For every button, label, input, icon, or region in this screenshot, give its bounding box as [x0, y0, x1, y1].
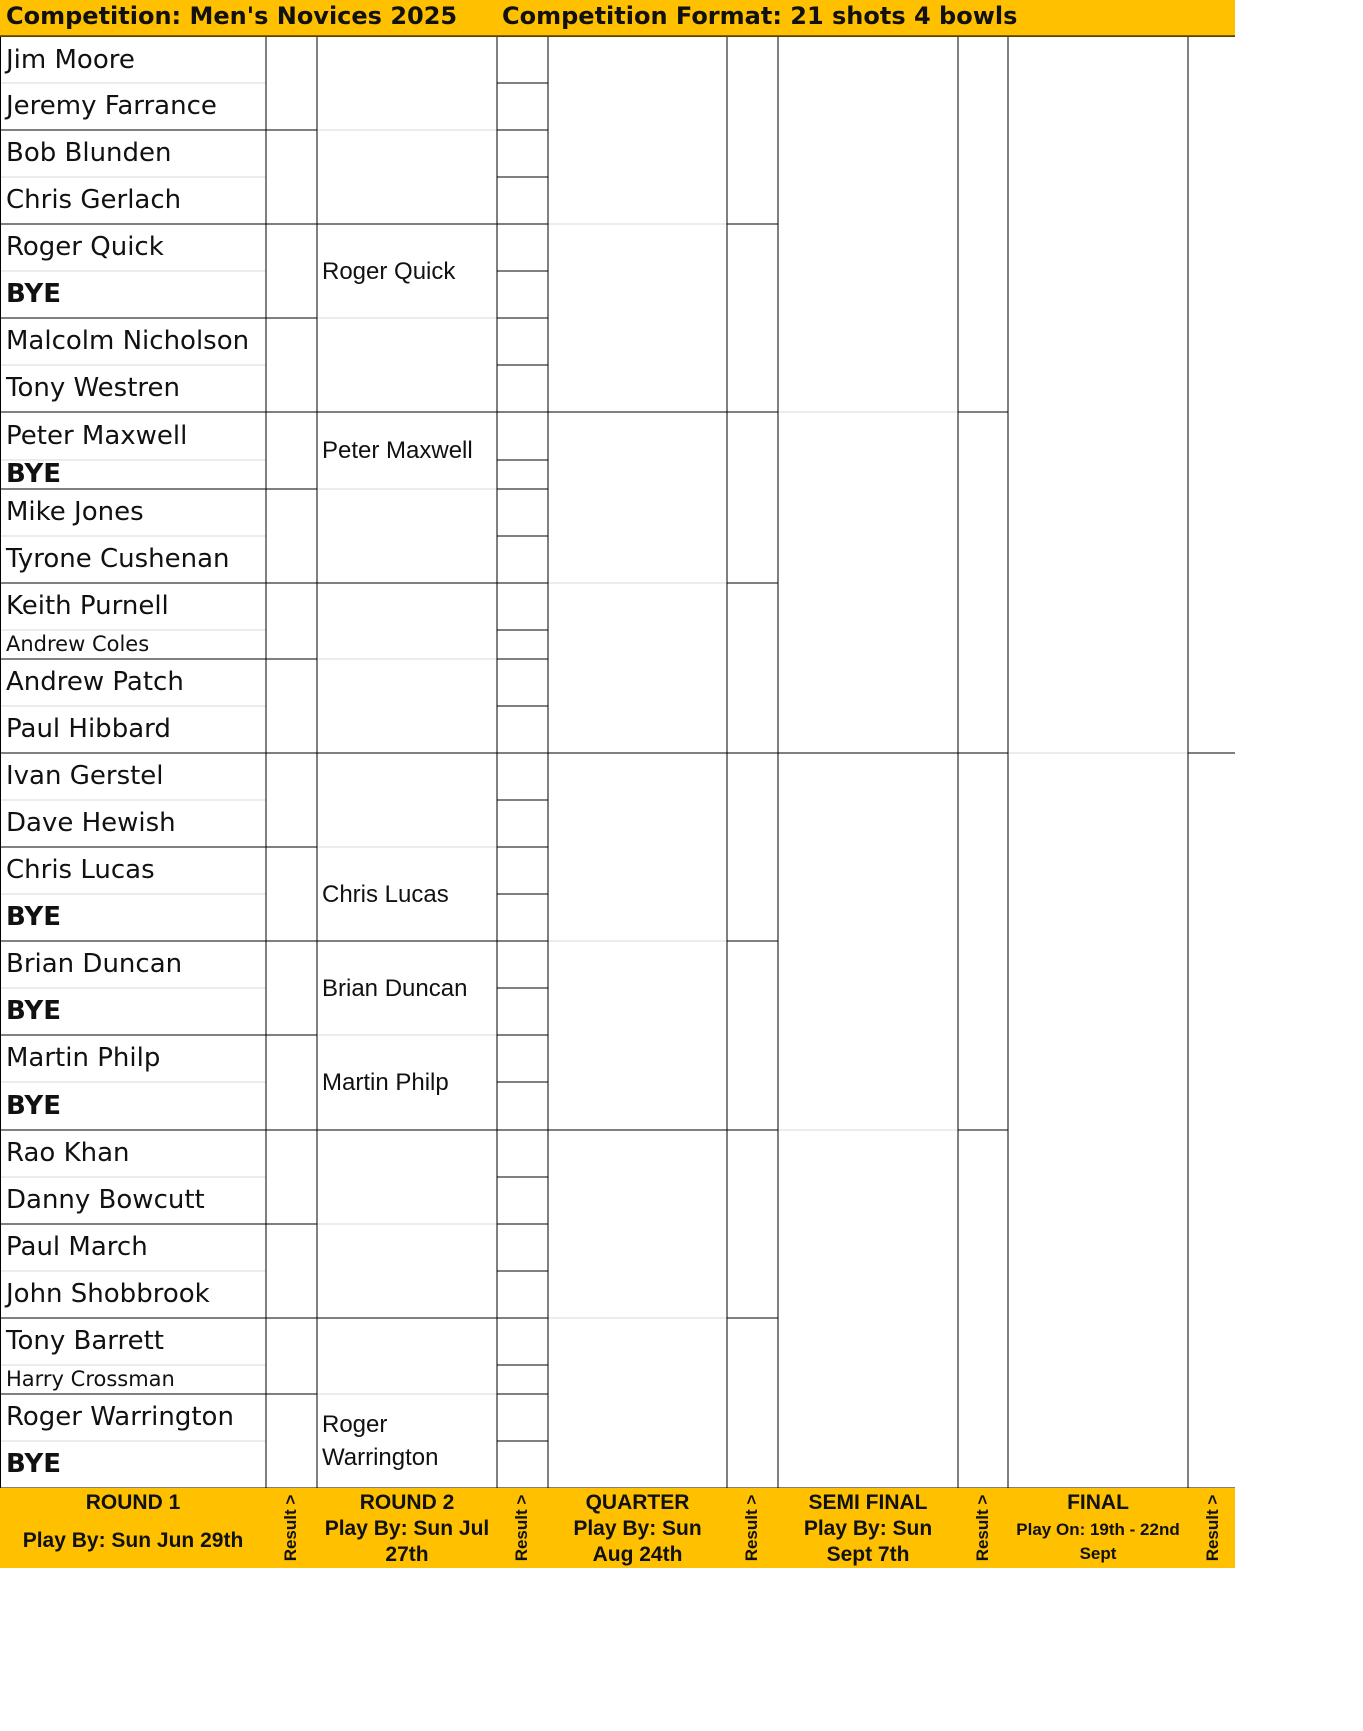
quarter-date: Play By: Sun Aug 24th	[573, 1517, 702, 1566]
competition-format: Competition Format: 21 shots 4 bowls	[502, 2, 1018, 30]
round1-date: Play By: Sun Jun 29th	[22, 1529, 244, 1552]
round1-player: BYE	[6, 902, 61, 932]
result-label-2: Result >	[512, 1494, 531, 1562]
round2-footer	[317, 1488, 497, 1568]
final-date: Play On: 19th - 22nd Sept	[1016, 1520, 1180, 1563]
round1-player: BYE	[6, 460, 61, 489]
competition-title: Competition: Men's Novices 2025	[6, 2, 458, 30]
round2-player	[317, 37, 497, 130]
round1-player: Dave Hewish	[6, 808, 176, 838]
semi-date: Play By: Sun Sept 7th	[803, 1517, 933, 1566]
round1-player: Peter Maxwell	[6, 421, 188, 451]
round1-player: Ivan Gerstel	[6, 761, 164, 791]
final-title: FINAL	[1067, 1491, 1129, 1514]
round1-player: Tony Westren	[6, 373, 181, 403]
round1-player: Andrew Patch	[6, 667, 184, 697]
round2-date: Play By: Sun Jul 27th	[324, 1517, 490, 1566]
round1-player: Jim Moore	[6, 45, 135, 75]
result-label-4: Result >	[973, 1494, 992, 1562]
quarter-footer	[548, 1488, 727, 1568]
round2-player	[317, 1318, 497, 1394]
round-footer	[0, 1488, 1235, 1568]
round2-player: Chris Lucas	[322, 880, 449, 908]
round1-player: Roger Warrington	[6, 1402, 234, 1432]
round1-player: Mike Jones	[6, 497, 144, 527]
round2-player	[317, 1130, 497, 1224]
result-label-1: Result >	[281, 1494, 300, 1562]
quarter-title: QUARTER	[585, 1491, 690, 1514]
final-footer	[1008, 1488, 1188, 1568]
round1-player: Bob Blunden	[6, 138, 172, 168]
round1-player: Tony Barrett	[6, 1326, 165, 1356]
round1-player: BYE	[6, 1091, 61, 1121]
result-label-3: Result >	[742, 1494, 761, 1562]
round2-player: Roger Warrington	[322, 1411, 439, 1471]
round1-player: Harry Crossman	[6, 1367, 175, 1391]
round1-title: ROUND 1	[85, 1491, 181, 1514]
round1-player: Jeremy Farrance	[6, 91, 217, 121]
round2-player	[317, 1224, 497, 1318]
round2-player	[317, 130, 497, 224]
result-label-5: Result >	[1203, 1494, 1222, 1562]
round2-player	[317, 489, 497, 583]
round1-player: Malcolm Nicholson	[6, 326, 250, 356]
round1-player: Rao Khan	[6, 1138, 130, 1168]
round2-player	[317, 583, 497, 659]
round1-player: Paul Hibbard	[6, 714, 171, 744]
round2-player: Martin Philp	[322, 1069, 449, 1096]
round1-player: Andrew Coles	[6, 632, 150, 656]
round1-player: Keith Purnell	[6, 591, 169, 621]
round2-player	[317, 318, 497, 412]
round1-player: Paul March	[6, 1232, 148, 1262]
round2-player: Brian Duncan	[322, 974, 468, 1002]
round1-player: BYE	[6, 996, 61, 1026]
round2-player	[317, 753, 497, 847]
round1-player: Brian Duncan	[6, 949, 183, 979]
round1-player: Chris Lucas	[6, 855, 155, 885]
round2-title: ROUND 2	[359, 1491, 455, 1514]
round2-player: Peter Maxwell	[322, 437, 473, 464]
round1-player: Chris Gerlach	[6, 185, 182, 215]
round2-player	[317, 659, 497, 753]
semi-title: SEMI FINAL	[808, 1491, 928, 1514]
round1-player: Danny Bowcutt	[6, 1185, 205, 1215]
round1-player: BYE	[6, 279, 61, 309]
round1-player: John Shobbrook	[6, 1279, 210, 1309]
round2-player: Roger Quick	[322, 257, 456, 285]
semi-footer	[778, 1488, 958, 1568]
round1-player: BYE	[6, 1449, 61, 1479]
round1-player: Martin Philp	[6, 1043, 161, 1073]
round1-player: Roger Quick	[6, 232, 164, 262]
round1-footer	[0, 1488, 266, 1568]
round1-player: Tyrone Cushenan	[6, 544, 230, 574]
